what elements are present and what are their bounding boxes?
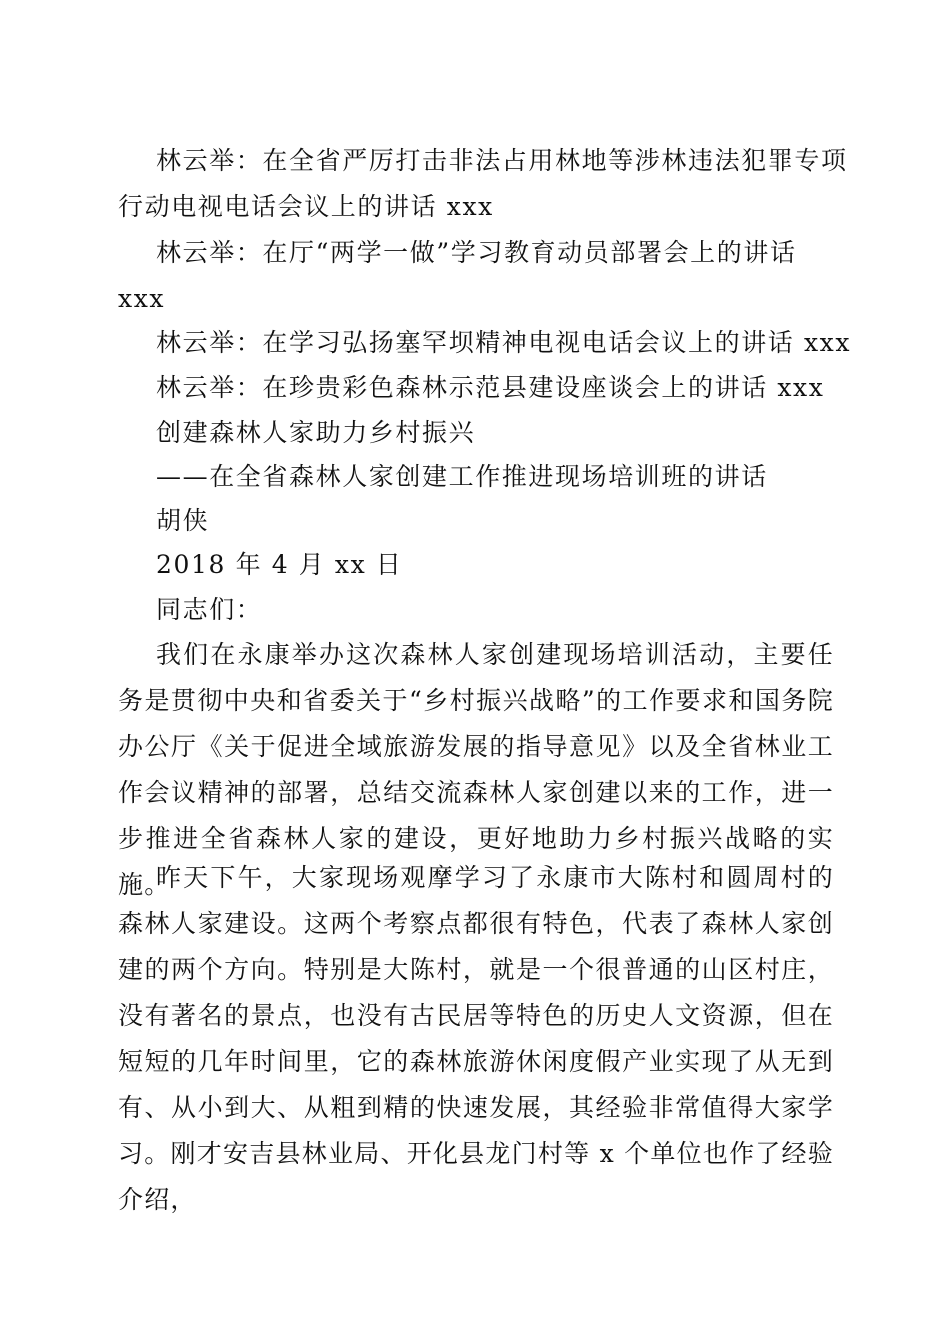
related-article-1-line2: 行动电视电话会议上的讲话 xxx — [118, 192, 494, 221]
related-article-1-line1: 林云举：在全省严厉打击非法占用林地等涉林违法犯罪专项 — [156, 146, 848, 175]
related-article-3: 林云举：在学习弘扬塞罕坝精神电视电话会议上的讲话 xxx — [156, 328, 852, 357]
related-article-2-line2: xxx — [118, 284, 166, 313]
speech-subtitle: ——在全省森林人家创建工作推进现场培训班的讲话 — [156, 462, 768, 491]
speech-title: 创建森林人家助力乡村振兴 — [156, 418, 476, 447]
speech-author: 胡侠 — [156, 506, 210, 535]
related-article-2-line1: 林云举：在厅“两学一做”学习教育动员部署会上的讲话 — [156, 238, 797, 267]
salutation: 同志们： — [156, 595, 263, 624]
body-paragraph-2: 昨天下午，大家现场观摩学习了永康市大陈村和圆周村的森林人家建设。这两个考察点都很有特色，代表了森林人家创建的两个方向。特别是大陈村，就是一个很普通的山区村庄，没有著名的景点，也没有古民居等特色的历史人文资源，但在短短的几年时间里，它的森林旅游休闲度假产业实现了从无到有、从小到大、从粗到精的快速发展，其经验非常值得大家学习。刚才安吉县林业局、开化县龙门村等 x 个单位也作了经验介绍， — [118, 863, 834, 1214]
speech-date: 2018 年 4 月 xx 日 — [156, 550, 403, 579]
body-paragraph-1: 我们在永康举办这次森林人家创建现场培训活动，主要任务是贯彻中央和省委关于“乡村振兴战略”的工作要求和国务院办公厅《关于促进全域旅游发展的指导意见》以及全省林业工作会议精神的部署，总结交流森林人家创建以来的工作，进一步推进全省森林人家的建设，更好地助力乡村振兴战略的实施。 — [118, 640, 834, 899]
related-article-4: 林云举：在珍贵彩色森林示范县建设座谈会上的讲话 xxx — [156, 373, 825, 402]
